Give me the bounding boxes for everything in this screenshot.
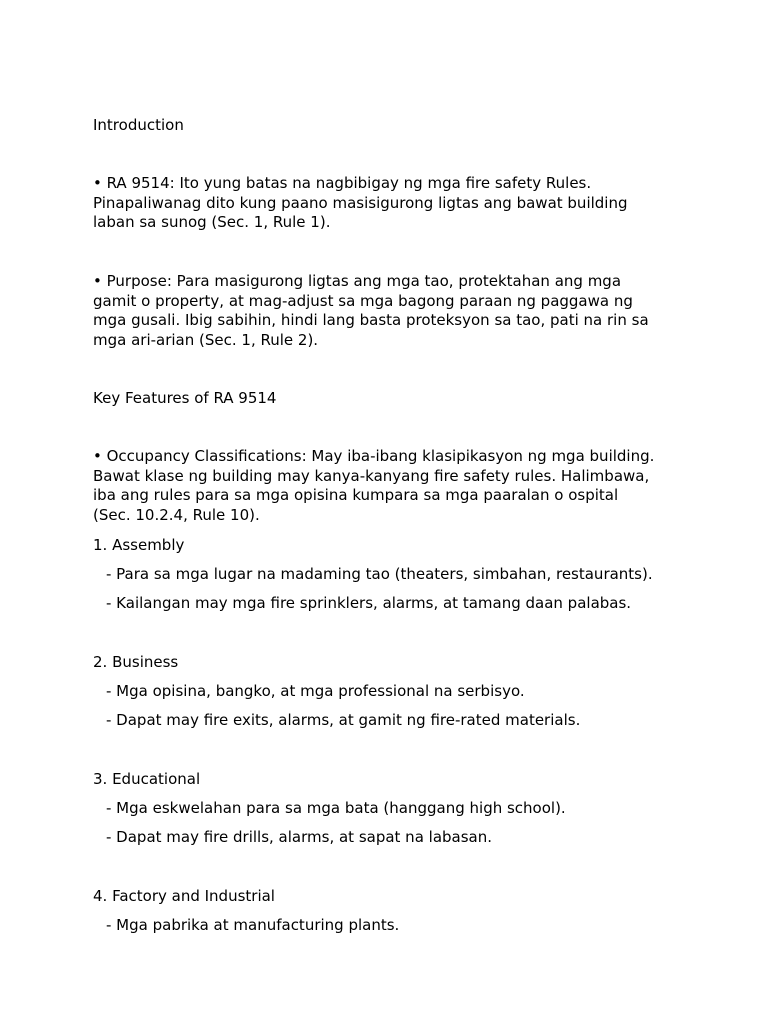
purpose-line-2: gamit o property, at mag-adjust sa mga bagong paraan ng paggawa ng [93, 291, 633, 310]
class-assembly-item-2: - Kailangan may mga fire sprinklers, alarms, at tamang daan palabas. [106, 594, 632, 612]
occupancy-line-3: iba ang rules para sa mga opisina kumpara sa mga paaralan o ospital [93, 486, 619, 505]
ra-9514-paragraph [93, 174, 693, 233]
occupancy-paragraph [93, 447, 693, 525]
intro-heading: Introduction [93, 116, 184, 134]
class-business-item-1: - Mga opisina, bangko, at mga professional na serbisyo. [106, 682, 525, 700]
class-assembly-item-1: - Para sa mga lugar na madaming tao (theaters, simbahan, restaurants). [106, 565, 653, 583]
class-educational-item-1: - Mga eskwelahan para sa mga bata (hanggang high school). [106, 799, 566, 817]
class-factory-item-1: - Mga pabrika at manufacturing plants. [106, 916, 400, 934]
class-business-title: 2. Business [93, 653, 179, 671]
purpose-paragraph [93, 272, 693, 350]
class-business-item-2: - Dapat may fire exits, alarms, at gamit ng fire-rated materials. [106, 711, 581, 729]
purpose-line-3: mga gusali. Ibig sabihin, hindi lang basta proteksyon sa tao, pati na rin sa [93, 311, 649, 330]
class-educational-title: 3. Educational [93, 770, 201, 788]
occupancy-line-2: Bawat klase ng building may kanya-kanyang fire safety rules. Halimbawa, [93, 466, 650, 485]
purpose-line-1: • Purpose: Para masigurong ligtas ang mga tao, protektahan ang mga [93, 272, 622, 290]
key-features-heading: Key Features of RA 9514 [93, 389, 277, 407]
class-assembly-title: 1. Assembly [93, 536, 185, 554]
ra-9514-line-3: laban sa sunog (Sec. 1, Rule 1). [93, 213, 331, 232]
class-factory-title: 4. Factory and Industrial [93, 887, 275, 905]
ra-9514-line-1: • RA 9514: Ito yung batas na nagbibigay ng mga fire safety Rules. [93, 174, 592, 192]
ra-9514-line-2: Pinapaliwanag dito kung paano masisigurong ligtas ang bawat building [93, 193, 628, 212]
occupancy-line-1: • Occupancy Classifications: May iba-ibang klasipikasyon ng mga building. [93, 447, 655, 465]
occupancy-line-4: (Sec. 10.2.4, Rule 10). [93, 505, 260, 524]
class-educational-item-2: - Dapat may fire drills, alarms, at sapat na labasan. [106, 828, 493, 846]
purpose-line-4: mga ari-arian (Sec. 1, Rule 2). [93, 330, 319, 349]
